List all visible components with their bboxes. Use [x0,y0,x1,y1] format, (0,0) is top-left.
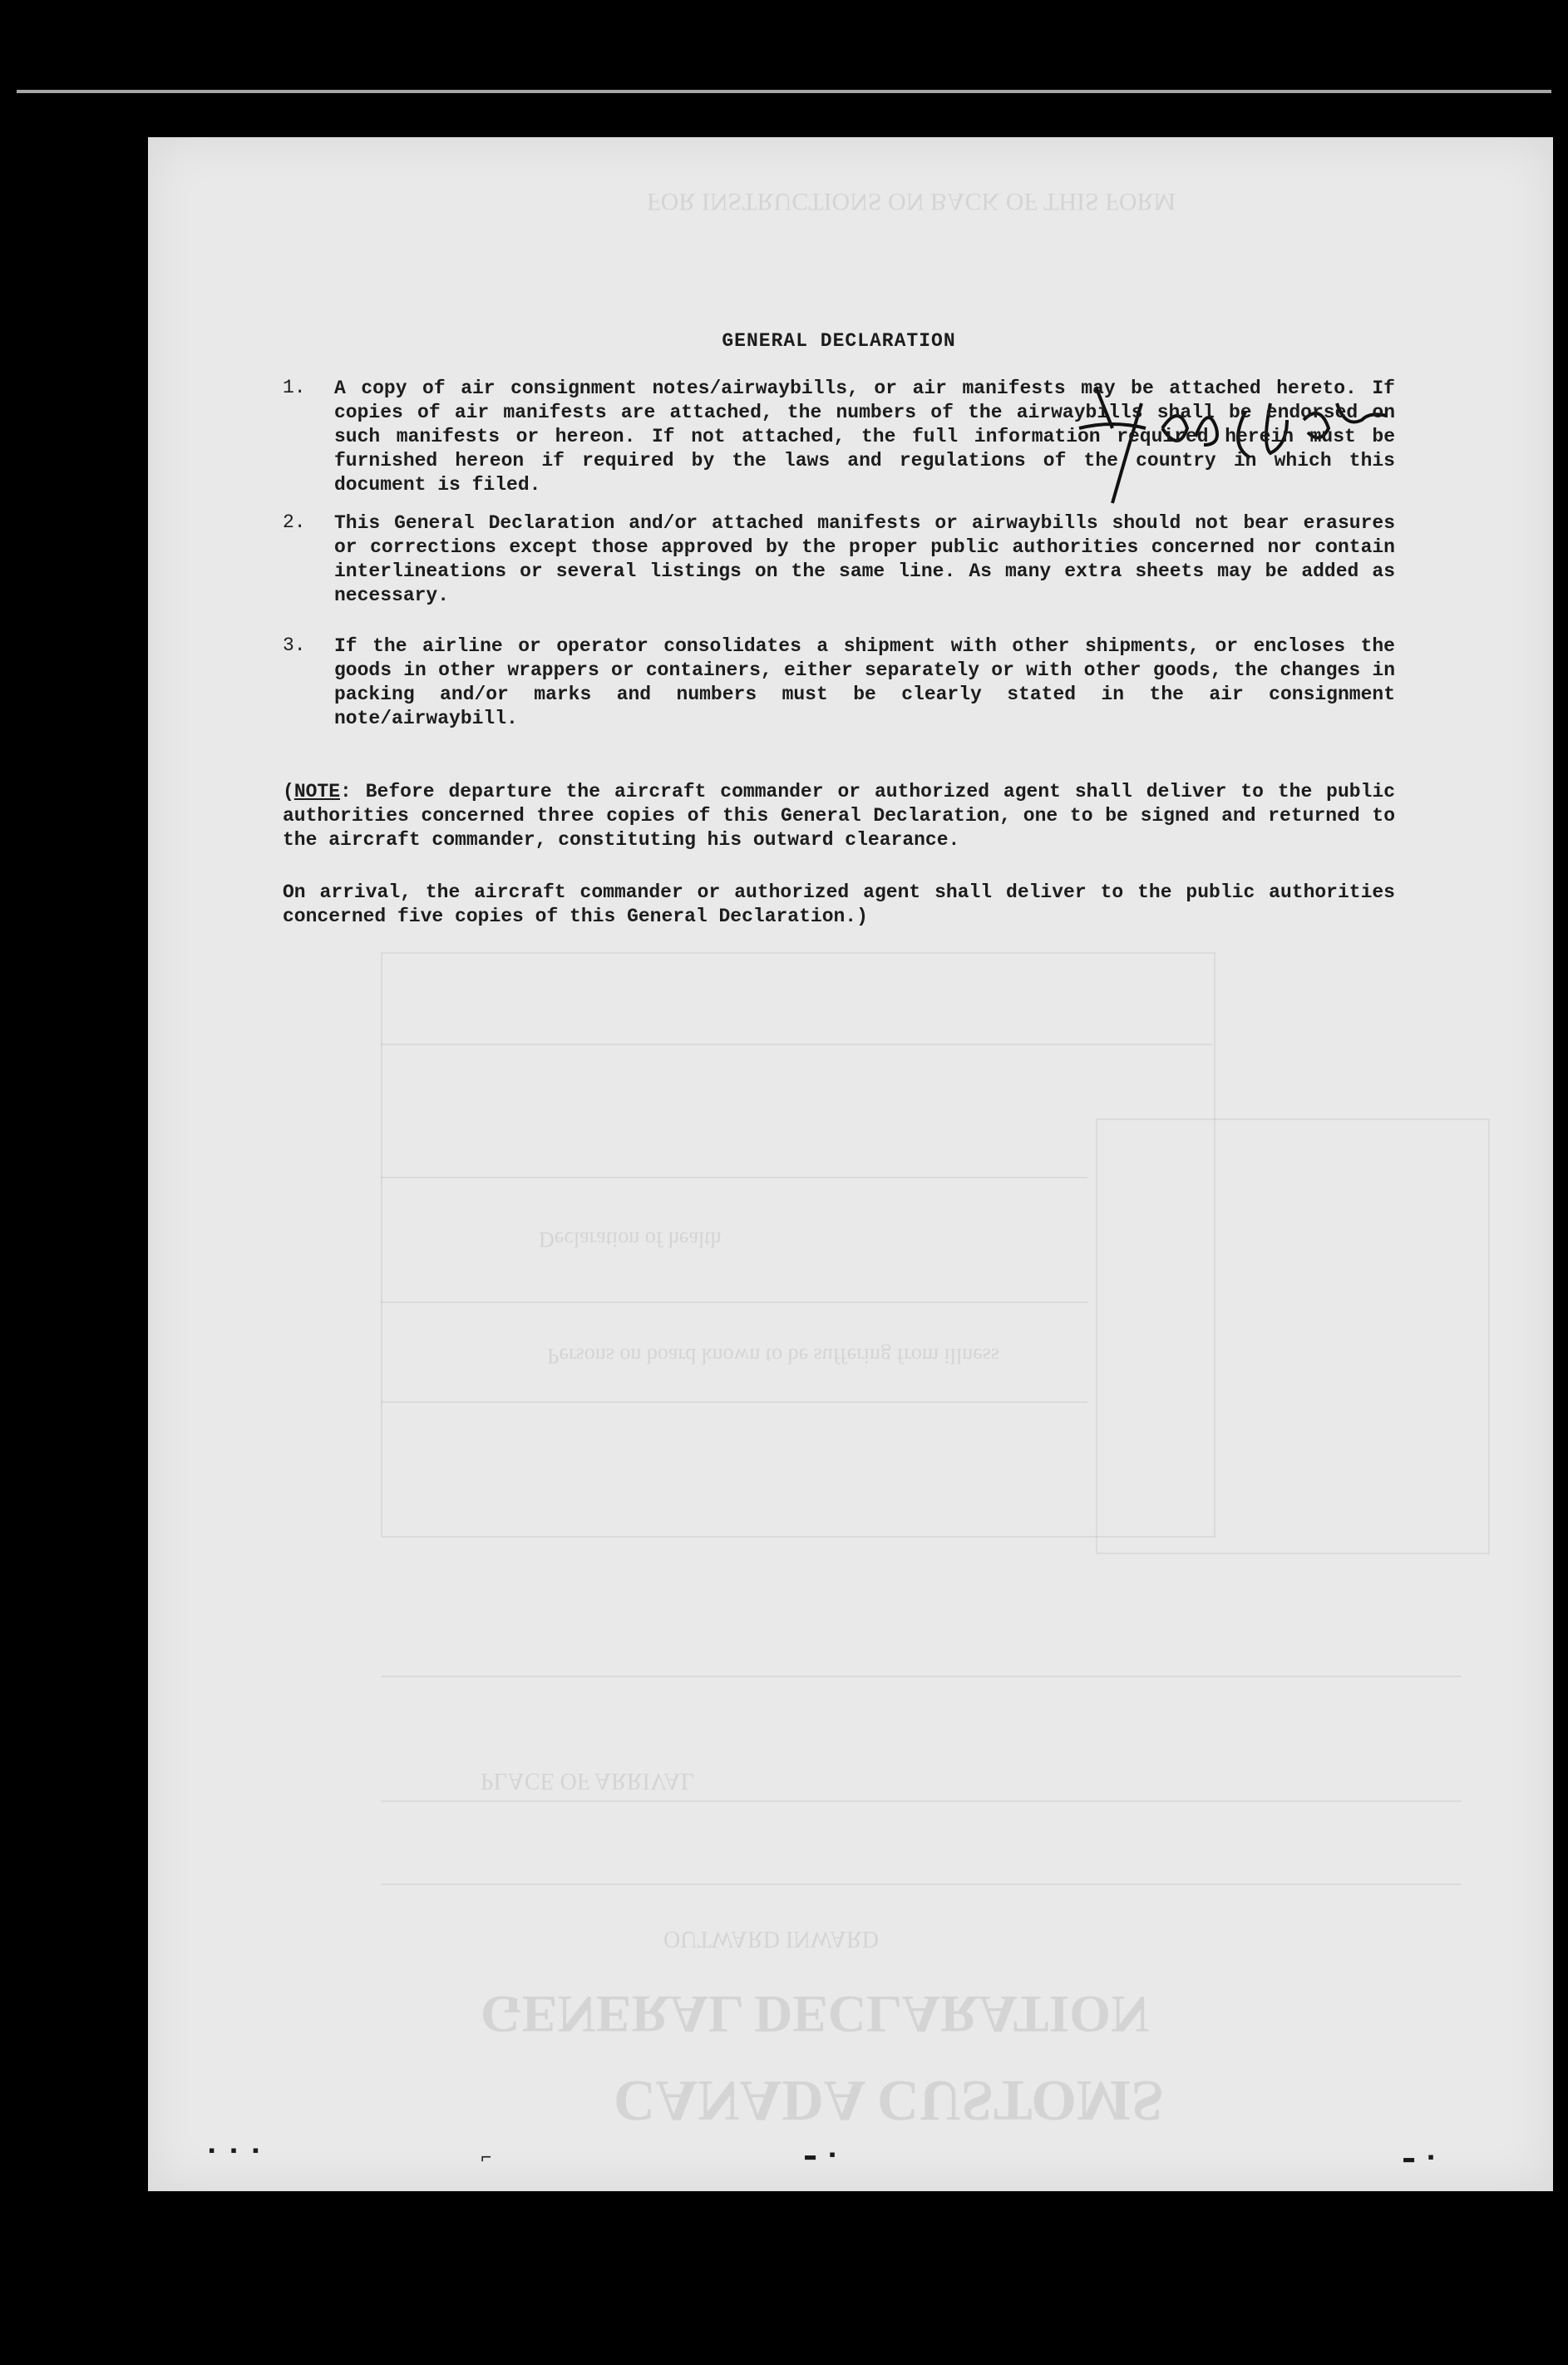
note-text: : Before departure the aircraft commander or authorized agent shall deliver to the public authorities concerned three copies of this General Declaration, one to be signed and returned to the aircraft commander, constituting his outward clearance. [283,781,1395,851]
item-text: This General Declaration and/or attached manifests or airwaybills should not bear erasures or corrections except those approved by the proper public authorities concerned nor contain interlineations or several listings on the same line. As many extra sheets may be added as necessary. [334,512,1395,606]
item-number: 2. [283,511,306,533]
instruction-item-2 [283,511,1395,608]
instruction-item-3 [283,634,1395,731]
item-number: 3. [283,634,306,656]
instruction-item-1 [283,377,1395,497]
item-text: If the airline or operator consolidates a shipment with other shipments, or encloses the goods in other wrappers or containers, either separately or with other goods, the changes in packing and/or marks and numbers must be clearly stated in the air consignment note/airwaybill. [334,635,1395,729]
scan-artifacts: ▪ ▪ ▪ ⌐ ▬ ▪ ▬ ▪ [206,2141,1437,2169]
scan-top-rule [17,90,1551,93]
document-title: GENERAL DECLARATION [722,330,956,352]
arrival-paragraph: On arrival, the aircraft commander or authorized agent shall deliver to the public authorities concerned five copies of this General Declaration.) [283,881,1395,927]
item-number: 1. [283,377,306,398]
document-page [148,137,1553,2191]
item-text: A copy of air consignment notes/airwaybills, or air manifests may be attached hereto. If copies of air manifests are attached, the numbers of the airwaybills shall be endorsed on such manifests or hereon. If not attached, the full information required herein must be furnished hereon if required by the laws and regulations of the country in which this document is filed. [334,378,1395,496]
note-label: NOTE [293,781,341,802]
bleed-through-form: GENERAL DECLARATION CANADA CUSTOMS OUTWARD INWARD PLACE OF ARRIVAL Declaration of health Persons on board known to be suffering from illness FOR INSTRUCTIONS ON BACK OF THIS FORM [148,137,1553,2191]
note-paragraph [283,780,1395,852]
note-open-paren: ( [283,781,294,802]
